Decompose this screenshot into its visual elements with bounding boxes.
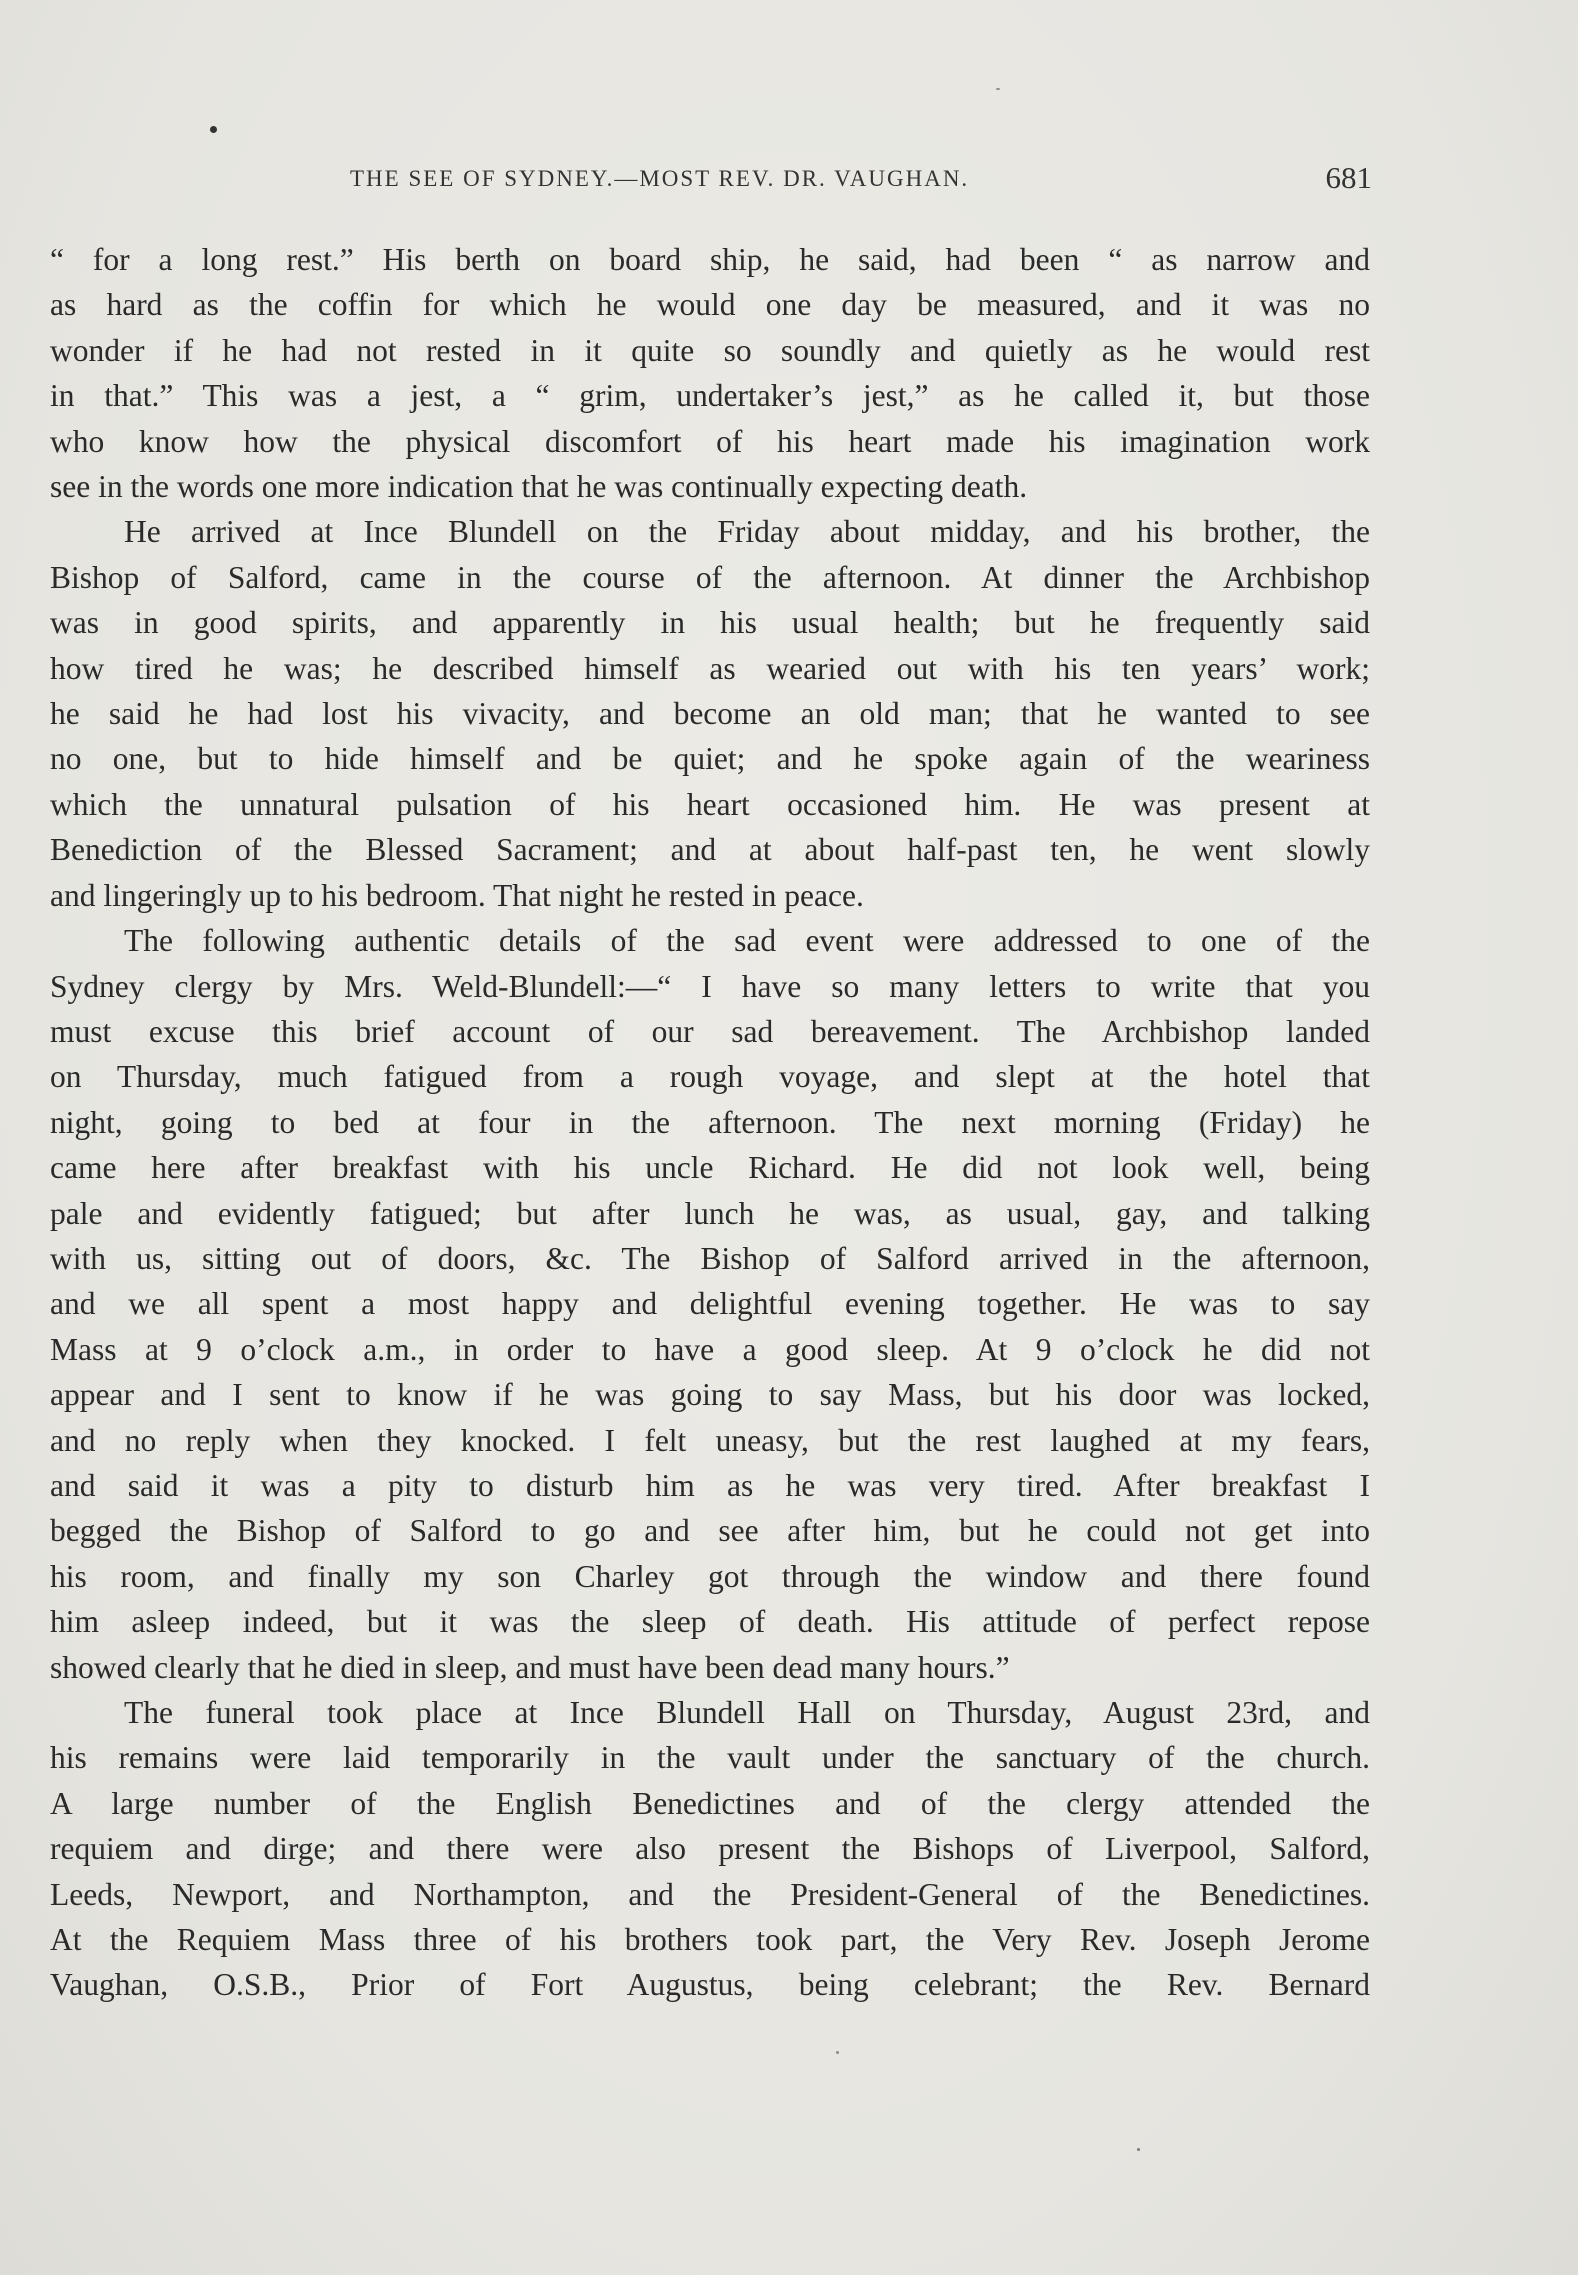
page-number: 681 [1325, 160, 1372, 195]
text-line: him asleep indeed, but it was the sleep of death. His attitude of perfect repose [50, 1604, 1370, 1640]
text-line: came here after breakfast with his uncle Richard. He did not look well, being [50, 1150, 1370, 1186]
paragraph-2 [50, 509, 1370, 918]
paragraph-4 [50, 1690, 1370, 2008]
text-line: his remains were laid temporarily in the vault under the sanctuary of the church. [50, 1740, 1370, 1776]
text-line: Sydney clergy by Mrs. Weld-Blundell:—“ I have so many letters to write that you [50, 968, 1370, 1004]
text-line: Bishop of Salford, came in the course of the afternoon. At dinner the Archbishop [50, 559, 1370, 595]
running-head: THE SEE OF SYDNEY.—MOST REV. DR. VAUGHAN. [350, 166, 970, 191]
text-line: Vaughan, O.S.B., Prior of Fort Augustus, being celebrant; the Rev. Bernard [50, 1967, 1370, 2003]
text-line: requiem and dirge; and there were also present the Bishops of Liverpool, Salford, [50, 1831, 1370, 1867]
paragraph-3 [50, 918, 1370, 1690]
text-line: how tired he was; he described himself as wearied out with his ten years’ work; [50, 650, 1370, 686]
text-line: and no reply when they knocked. I felt uneasy, but the rest laughed at my fears, [50, 1422, 1370, 1458]
text-line: was in good spirits, and apparently in his usual health; but he frequently said [50, 605, 1370, 641]
text-line: Leeds, Newport, and Northampton, and the President-General of the Benedictines. [50, 1876, 1370, 1912]
text-line: with us, sitting out of doors, &c. The Bishop of Salford arrived in the afternoon, [50, 1240, 1370, 1276]
text-line: “ for a long rest.” His berth on board ship, he said, had been “ as narrow and [50, 242, 1370, 277]
text-line: Mass at 9 o’clock a.m., in order to have a good sleep. At 9 o’clock he did not [50, 1331, 1370, 1367]
paragraph-1 [50, 237, 1370, 509]
body-text [50, 237, 1370, 2008]
ink-speck [1137, 2148, 1140, 2151]
text-line: Benediction of the Blessed Sacrament; and at about half-past ten, he went slowly [50, 832, 1370, 868]
text-line: He arrived at Ince Blundell on the Friday about midday, and his brother, the [124, 514, 1370, 550]
text-line: and said it was a pity to disturb him as he was very tired. After breakfast I [50, 1467, 1370, 1503]
ink-speck [210, 126, 217, 133]
text-line: and lingeringly up to his bedroom. That night he rested in peace. [50, 877, 864, 913]
text-line: and we all spent a most happy and delightful evening together. He was to say [50, 1286, 1370, 1322]
text-line: on Thursday, much fatigued from a rough voyage, and slept at the hotel that [50, 1059, 1370, 1095]
ink-speck [996, 88, 1000, 90]
text-line: wonder if he had not rested in it quite so soundly and quietly as he would rest [50, 332, 1370, 368]
text-line: showed clearly that he died in sleep, and must have been dead many hours.” [50, 1649, 1010, 1685]
page-header [50, 160, 1370, 200]
text-line: in that.” This was a jest, a “ grim, undertaker’s jest,” as he called it, but those [50, 378, 1370, 414]
text-line: no one, but to hide himself and be quiet; and he spoke again of the weariness [50, 741, 1370, 777]
text-line: must excuse this brief account of our sad bereavement. The Archbishop landed [50, 1013, 1370, 1049]
ink-speck [836, 2051, 839, 2054]
text-line: night, going to bed at four in the afternoon. The next morning (Friday) he [50, 1104, 1370, 1140]
text-line: pale and evidently fatigued; but after lunch he was, as usual, gay, and talking [50, 1195, 1370, 1231]
text-line: his room, and finally my son Charley got through the window and there found [50, 1558, 1370, 1594]
text-line: At the Requiem Mass three of his brothers took part, the Very Rev. Joseph Jerome [50, 1922, 1370, 1958]
text-line: appear and I sent to know if he was going to say Mass, but his door was locked, [50, 1377, 1370, 1413]
text-line: A large number of the English Benedictines and of the clergy attended the [50, 1785, 1370, 1821]
text-line: who know how the physical discomfort of his heart made his imagination work [50, 423, 1370, 459]
text-line: The following authentic details of the sad event were addressed to one of the [124, 923, 1370, 959]
text-line: begged the Bishop of Salford to go and see after him, but he could not get into [50, 1513, 1370, 1549]
text-line: he said he had lost his vivacity, and become an old man; that he wanted to see [50, 696, 1370, 732]
text-line: which the unnatural pulsation of his heart occasioned him. He was present at [50, 786, 1370, 822]
text-line: as hard as the coffin for which he would one day be measured, and it was no [50, 287, 1370, 323]
text-line: The funeral took place at Ince Blundell Hall on Thursday, August 23rd, and [124, 1695, 1370, 1730]
text-line: see in the words one more indication that he was continually expecting death. [50, 469, 1028, 505]
